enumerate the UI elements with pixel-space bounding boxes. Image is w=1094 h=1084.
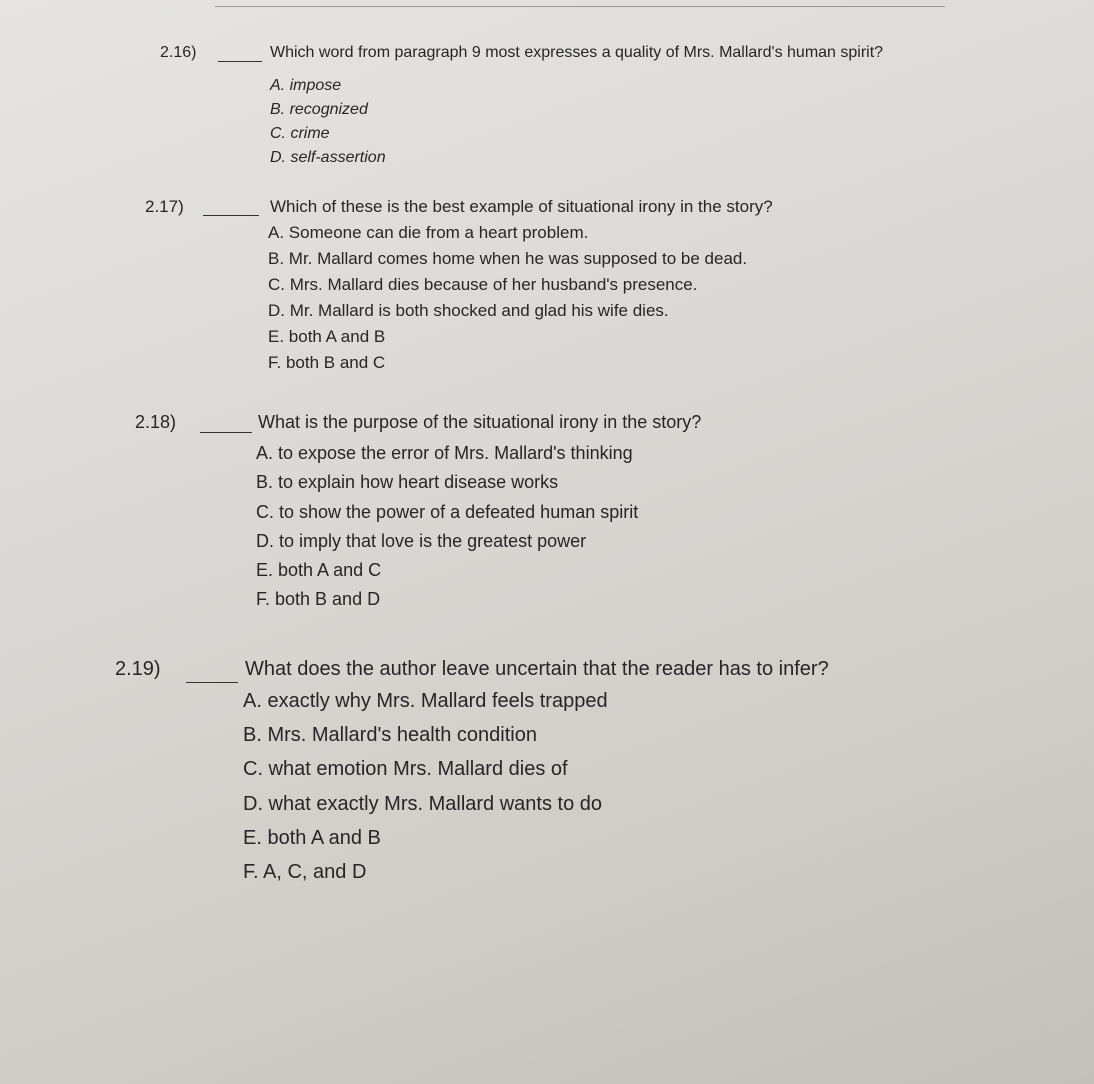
page-top-edge — [215, 6, 945, 7]
option: E. both A and B — [268, 327, 386, 346]
answer-blank[interactable] — [200, 432, 252, 433]
question-text: Which of these is the best example of situational irony in the story? — [270, 197, 773, 216]
option: D. Mr. Mallard is both shocked and glad his wife dies. — [268, 301, 669, 320]
option: A. to expose the error of Mrs. Mallard's thinking — [256, 443, 633, 463]
option: F. both B and D — [256, 589, 381, 610]
question-text: Which word from paragraph 9 most expresses a quality of Mrs. Mallard's human spirit? — [270, 44, 884, 61]
option: D. self-assertion — [270, 149, 386, 166]
option: A. impose — [270, 77, 342, 94]
question-number: 2.17) — [145, 197, 184, 216]
option: F. A, C, and D — [243, 861, 367, 884]
option: B. Mrs. Mallard's health condition — [243, 724, 537, 747]
option: D. to imply that love is the greatest power — [256, 530, 587, 551]
question-text: What does the author leave uncertain that the reader has to infer? — [245, 658, 829, 680]
option: B. Mr. Mallard comes home when he was supposed to be dead. — [268, 249, 748, 268]
option: E. both A and B — [243, 826, 381, 849]
option: C. Mrs. Mallard dies because of her husband's presence. — [268, 275, 698, 294]
option: F. both B and C — [268, 353, 386, 372]
question-number: 2.19) — [115, 658, 161, 680]
answer-blank[interactable] — [218, 61, 262, 62]
question-number: 2.18) — [135, 412, 177, 432]
option: B. to explain how heart disease works — [256, 472, 559, 493]
option: C. to show the power of a defeated human spirit — [256, 501, 639, 522]
answer-blank[interactable] — [186, 682, 238, 683]
answer-options — [243, 684, 608, 889]
option: C. crime — [270, 125, 330, 142]
answer-blank[interactable] — [203, 215, 259, 216]
option: C. what emotion Mrs. Mallard dies of — [243, 758, 568, 781]
option: D. what exactly Mrs. Mallard wants to do — [243, 792, 603, 815]
question-text: What is the purpose of the situational irony in the story? — [258, 412, 702, 432]
question-number: 2.16) — [160, 44, 197, 61]
option: A. Someone can die from a heart problem. — [268, 223, 589, 242]
answer-options — [268, 220, 747, 376]
option: A. exactly why Mrs. Mallard feels trapped — [243, 690, 608, 712]
answer-options — [270, 74, 386, 170]
option: B. recognized — [270, 101, 368, 118]
option: E. both A and C — [256, 560, 382, 581]
answer-options — [256, 439, 638, 615]
